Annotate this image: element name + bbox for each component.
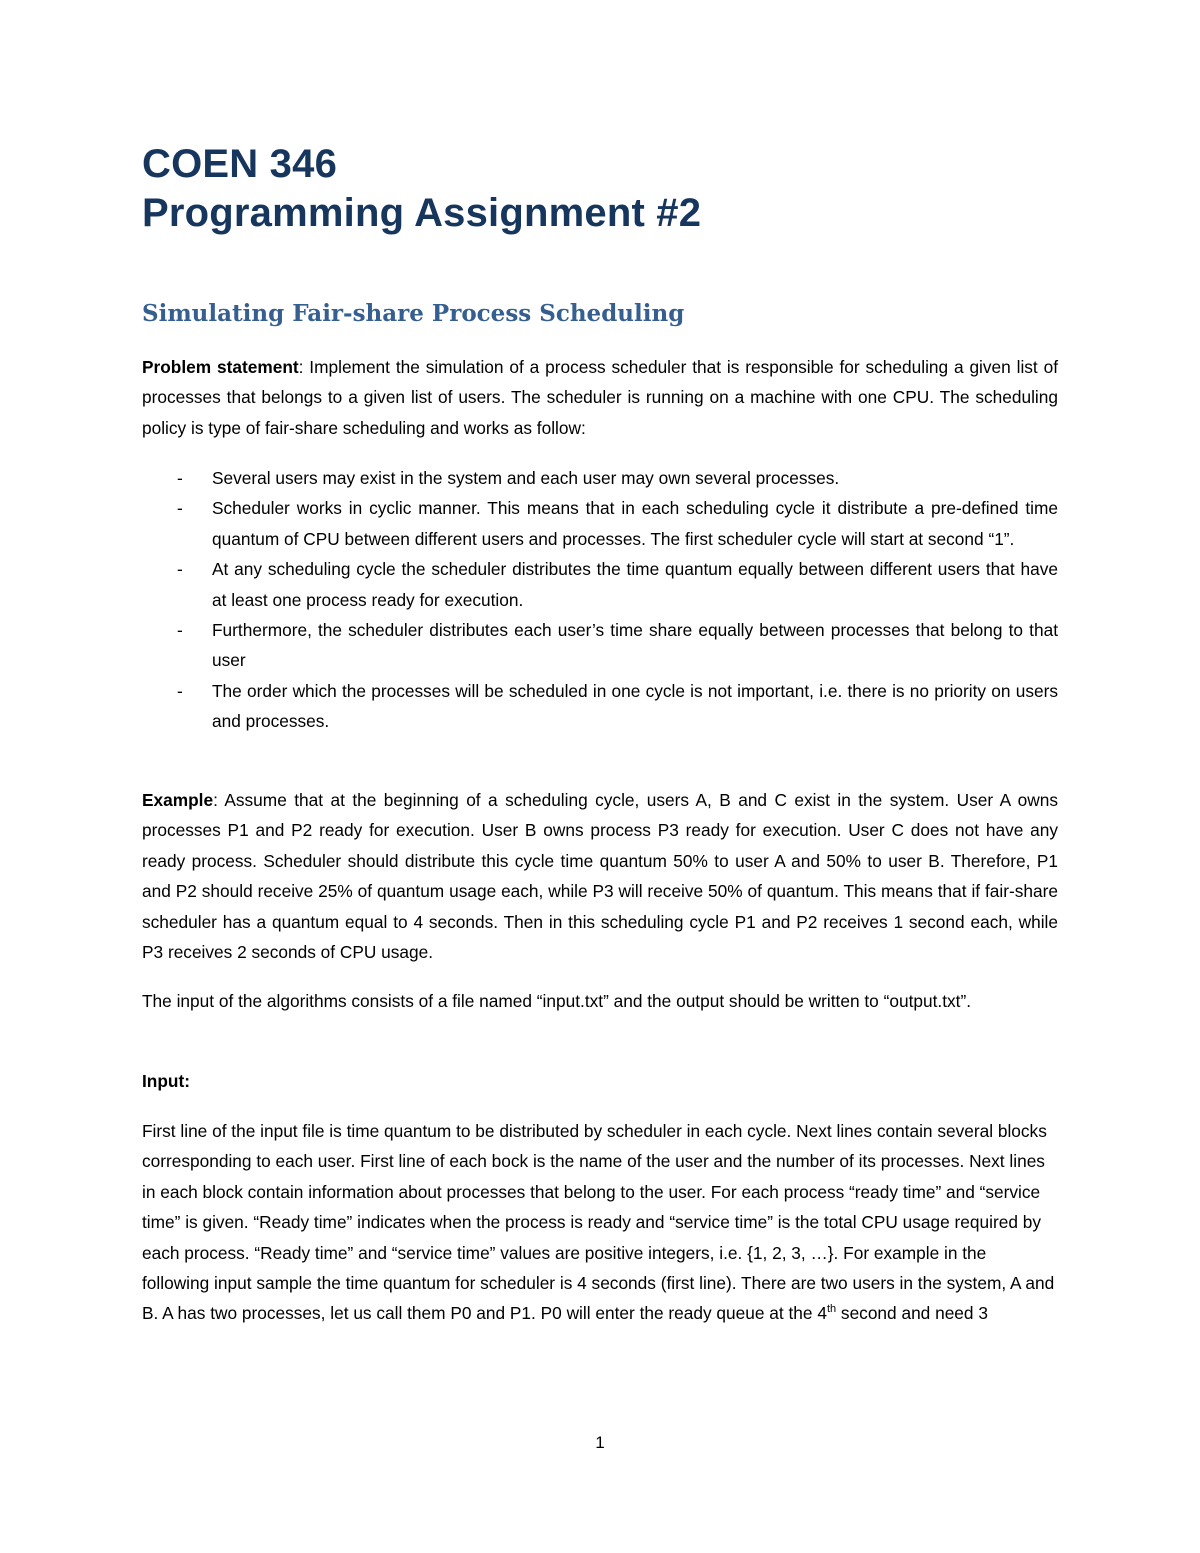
list-item-text: Furthermore, the scheduler distributes each user’s time share equally between processes that belong to that user [212, 620, 1058, 671]
document-title [142, 140, 701, 238]
example-text: : Assume that at the beginning of a scheduling cycle, users A, B and C exist in the system. User A owns processes P1 and P2 ready for execution. User B owns process P3 ready for execution. User C does not have any ready process. Scheduler should distribute this cycle time quantum 50% to user A and 50% to user B. Therefore, P1 and P2 should receive 25% of quantum usage each, while P3 will receive 50% of quantum. This means that if fair-share scheduler has a quantum equal to 4 seconds. Then in this scheduling cycle P1 and P2 receives 1 second each, while P3 receives 2 seconds of CPU usage. [142, 790, 1058, 963]
problem-label: Problem statement [142, 357, 299, 377]
example-label: Example [142, 790, 214, 810]
list-item [142, 463, 1058, 493]
bullet-dash: - [177, 468, 183, 488]
list-item [142, 493, 1058, 554]
bullet-dash: - [177, 680, 183, 701]
list-item-text: Scheduler works in cyclic manner. This means that in each scheduling cycle it distribute a pre-defined time quantum of CPU between different users and processes. The first scheduler cycle will start at second “1”. [212, 498, 1058, 549]
assignment-title: Programming Assignment #2 [142, 191, 702, 235]
bullet-dash: - [177, 559, 183, 580]
input-description-text: First line of the input file is time quantum to be distributed by scheduler in each cycle. Next lines contain several blocks corresponding to each user. First line of each bock is the name of the user and the number of its processes. Next lines in each block contain information about processes that belong to the user. For each process “ready time” and “service time” is given. “Ready time” indicates when the process is ready and “service time” is the total CPU usage required by each process. “Ready time” and “service time” values are positive integers, i.e. {1, 2, 3, …}. For example in the following input sample the time quantum for scheduler is 4 seconds (first line). There are two users in the system, A and B. A has two processes, let us call them P0 and P1. P0 will enter the ready queue at the 4 [142, 1121, 1055, 1324]
course-code: COEN 346 [142, 142, 338, 186]
io-paragraph: The input of the algorithms consists of a file named “input.txt” and the output should be written to “output.txt”. [142, 991, 971, 1011]
bullet-dash: - [177, 498, 183, 519]
ordinal-superscript: th [826, 1303, 837, 1316]
input-description-tail: second and need 3 [836, 1303, 988, 1324]
example-paragraph [142, 785, 1058, 967]
list-item-text: The order which the processes will be scheduled in one cycle is not important, i.e. there is no priority on users and processes. [212, 680, 1058, 732]
section-title: Simulating Fair-share Process Scheduling [142, 300, 685, 327]
bullet-dash: - [177, 620, 183, 641]
problem-statement [142, 352, 1058, 443]
list-item-text: Several users may exist in the system and each user may own several processes. [212, 468, 840, 488]
page-number: 1 [595, 1433, 605, 1452]
problem-text: : Implement the simulation of a process scheduler that is responsible for scheduling a given list of processes that belongs to a given list of users. The scheduler is running on a machine with one CPU. The scheduling policy is type of fair-share scheduling and works as follow: [142, 357, 1058, 438]
list-item [142, 615, 1058, 676]
list-item [142, 554, 1058, 615]
policy-list [142, 463, 1058, 737]
list-item-text: At any scheduling cycle the scheduler distributes the time quantum equally between different users that have at least one process ready for execution. [212, 559, 1058, 610]
input-description [142, 1116, 1058, 1329]
list-item [142, 676, 1058, 737]
input-heading: Input: [142, 1071, 190, 1091]
